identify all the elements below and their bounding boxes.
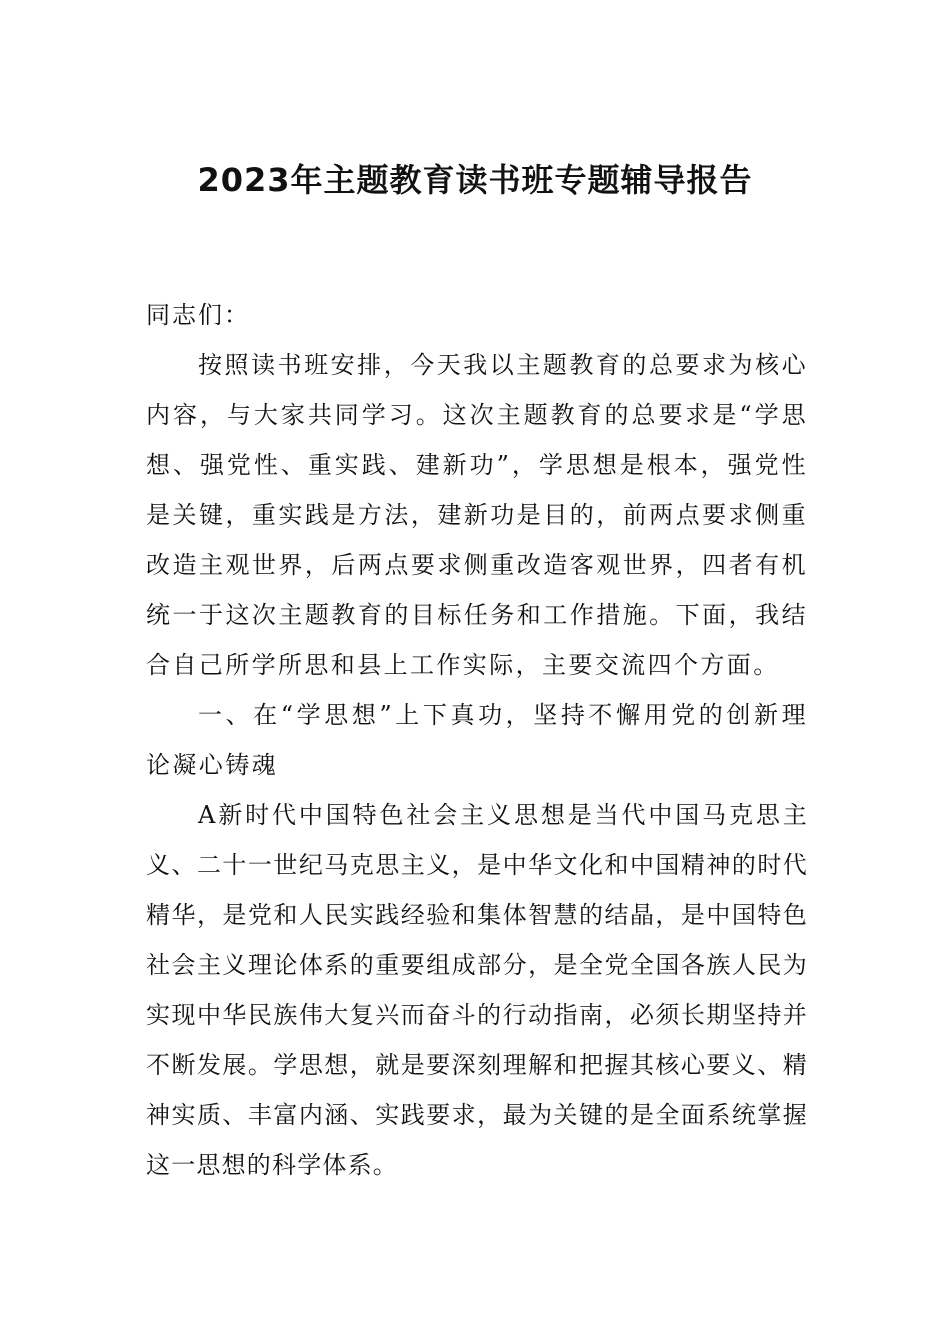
salutation: 同志们： xyxy=(146,301,250,329)
document-body xyxy=(146,290,808,1190)
document-title: 2023年主题教育读书班专题辅导报告 xyxy=(197,161,753,199)
paragraph-intro: 按照读书班安排，今天我以主题教育的总要求为核心内容，与大家共同学习。这次主题教育的总要求是“学思想、强党性、重实践、建新功”，学思想是根本，强党性是关键，重实践是方法，建新功是目的，前两点要求侧重改造主观世界，后两点要求侧重改造客观世界，四者有机统一于这次主题教育的目标任务和工作措施。下面，我结合自己所学所思和县上工作实际，主要交流四个方面。 xyxy=(146,351,808,679)
section-heading-1: 一、在“学思想”上下真功，坚持不懈用党的创新理论凝心铸魂 xyxy=(146,701,808,779)
paragraph-section-1: A新时代中国特色社会主义思想是当代中国马克思主义、二十一世纪马克思主义，是中华文化和中国精神的时代精华，是党和人民实践经验和集体智慧的结晶，是中国特色社会主义理论体系的重要组成部分，是全党全国各族人民为实现中华民族伟大复兴而奋斗的行动指南，必须长期坚持并不断发展。学思想，就是要深刻理解和把握其核心要义、精神实质、丰富内涵、实践要求，最为关键的是全面系统掌握这一思想的科学体系。 xyxy=(146,801,808,1179)
